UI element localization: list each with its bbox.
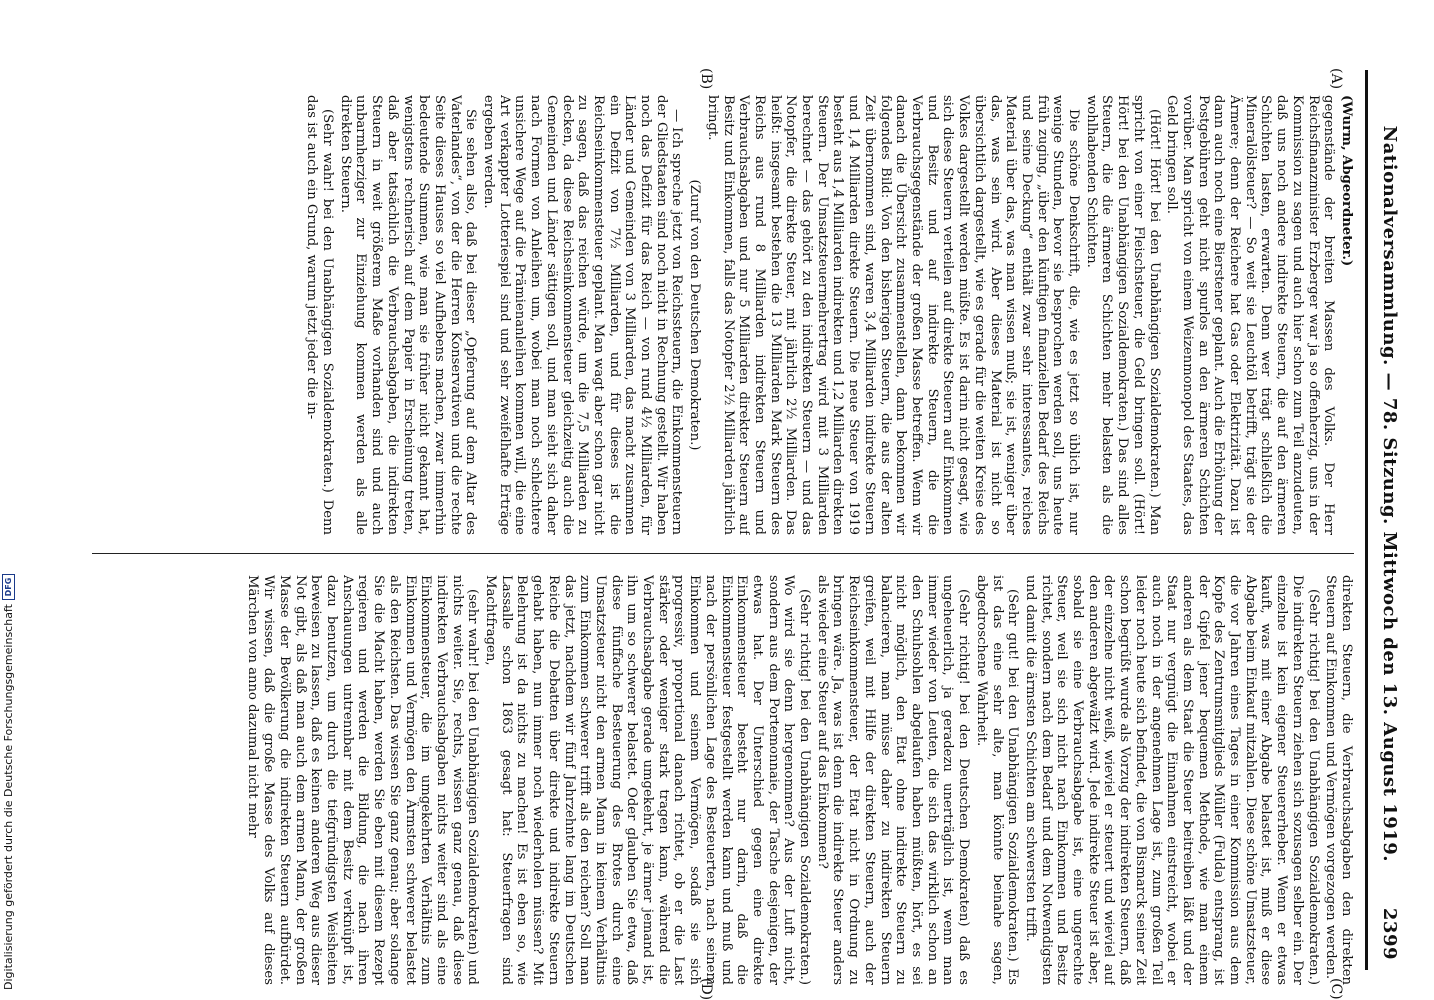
paragraph: (Sehr richtig! bei den Deutschen Demokraten) daß es ungeheuerlich, ja geradezu unerträglich ist, wenn man immer wieder von Leuten, die sich das wirklich schon an den Schuhsohlen abgelaufen haben müßten, hört, es sei nicht möglich, den Etat ohne indirekte Steuern zu balancieren, man müsse daher zu indirekten Steuern greifen, weil mit Hilfe der direkten Steuern, auch der Reichseinkommensteuer, der Etat nicht in Ordnung zu bringen wäre. Ja, was ist denn die indirekte Steuer anders als wieder eine Steuer auf das Einkommen? [814,575,972,985]
margin-mark-d: (D) [698,978,714,1000]
paragraph: (sehr wahr! bei den Unabhängigen Sozialdemokraten) und nichts weiter. Sie, rechts, wissen ganz genau, daß diese indirekten Verbrauchsabgaben nichts weiter sind als eine Einkommensteuer, die im umgekehrten Verhältnis zum Einkommen und Vermögen den Ärmsten schwerer belastet als den Reichsten. Das wissen Sie ganz genau; aber solange Sie die Macht haben, werden Sie eben mit diesem Rezept regieren und werden die Bildung, die nach ihren Anschauungen untrennbar mit dem Besitz verknüpft ist, dazu benutzen, um durch die tiefgründigsten Weisheiten beweisen zu lassen, daß es keinen anderen Weg aus dieser Not gibt, als daß man auch dem armen Mann, der großen Masse der Bevölkerung die indirekten Steuern aufbürdet. Wir wissen, daß die große Masse des Volks auf dieses Märchen von anno dazumal nicht mehr [245,575,481,985]
paragraph: direkten Steuern, die Verbrauchsabgaben den direkten Steuern auf Einkommen und Vermögen vorgezogen werden. [1323,575,1354,985]
page-number: 2399 [1379,907,1401,960]
interjection: (Zuruf von den Deutschen Demokraten.) [687,179,703,451]
speaker-line: (Wurm, Abgeordneter.) [1339,95,1354,267]
digitization-note: Digitalisierung gefördert durch die Deutsche Forschungsgemeinschaft [2,604,15,990]
paragraph: (Sehr richtig! bei den Unabhängigen Sozialdemokraten.) Wo wird sie denn hergenommen? Aus der Luft nicht, sondern aus dem Portemonnaie, der Tasche desjenigen, der etwas hat. Der Unterschied gegen eine direkte Einkommensteuer besteht nur darin, daß die Einkommensteuer festgestellt werden kann und muß und nach der persönlichen Lage des Besteuerten, nach seinem Einkommen und seinem Vermögen, sodaß sie sich progressiv, proportional danach richtet, ob er die Last stärker oder weniger stark tragen kann, während die Verbrauchsabgabe gerade umgekehrt, je ärmer jemand ist, ihn um so schwerer belastet. Oder glauben Sie etwa, daß diese fünffache Besteuerung des Brotes durch eine Umsatzsteuer nicht den armen Mann in keinem Verhältnis zum Einkommen schwerer trifft als den reichen? Soll man das jetzt, nachdem wir fünf Jahrzehnte lang im Deutschen Reiche die Debatten über direkte und indirekte Steuern gehabt haben, nun immer noch wiederholen müssen? Mit Belehrung ist da nichts zu machen! Es ist eben so, wie Lassalle schon 1863 gesagt hat: Steuerfragen sind Machtfragen, [483,575,813,985]
digitization-footer [2,574,15,990]
margin-mark-c: (C) [1328,978,1344,1000]
dfg-logo-icon: DFG [2,574,15,600]
paragraph: Sie sehen also, daß bei dieser „Opferung auf dem Altar des Vaterlandes“, von der die Herren Konservativen und die rechte Seite dieses Hauses so viel Aufhebens machen, zwar immerhin bedeutende Summen, wie man sie früher nicht gekannt hat, wenigstens rechnerisch auf dem Papier in Erscheinung treten, daß aber tatsächlich die Verbrauchsabgaben, die indirekten Steuern in weit größerem Maße vorhanden sind und auch unbarmherziger zur Einziehung kommen werden als alle direkten Steuern. [337,95,479,535]
paragraph: (Hört! Hört! bei den Unabhängigen Sozialdemokraten.) Man spricht von einer Fleischsteuer, die Geld bringen soll. (Hört! Hört! bei den Unabhängigen Sozialdemokraten.) Das sind alles Steuern, die die ärmeren Schichten mehr belasten als die wohlhabenden Schichten. [1083,95,1162,535]
page-header [1370,80,1410,960]
header-rule [1365,70,1368,970]
header-title: Nationalversammlung. — 78. Sitzung. Mittwoch den 13. August 1919. [1379,125,1401,863]
margin-mark-b: (B) [698,68,714,90]
paragraph: Die schöne Denkschrift, die, wie es jetzt so üblich ist, nur wenige Stunden, bevor sie besprochen werden soll, uns heute früh zuging, „über den künftigen finanziellen Bedarf des Reichs und seine Deckung“ enthält zwar sehr interessantes, reiches Material über das, was man wissen muß; sie ist, weniger über das, was sein wird. Aber dieses Material ist nicht so übersichtlich dargestellt, wie es gerade für die weiten Kreise des Volkes dargestellt werden müßte. Es ist darin nicht gesagt, wie sich diese Steuern verteilen auf direkte Steuern auf Einkommen und Besitz und auf indirekte Steuern, die die Verbrauchsgegenstände der großen Masse betreffen. Wenn wir danach die Übersicht zusammenstellen, dann bekommen wir folgendes Bild: Von den bisherigen Steuern, die aus der alten Zeit übernommen sind, waren 3,4 Milliarden indirekte Steuern und 1,4 Milliarden direkte Steuern. Die neue Steuer von 1919 besteht aus 1,4 Milliarden indirekten und 1,2 Milliarden direkten Steuern. Der Umsatzsteuermehrertrag wird mit 3 Milliarden berechnet — das gehört zu den indirekten Steuern — und das Notopfer, die direkte Steuer, mit jährlich 2½ Milliarden. Das heißt: insgesamt bestehen die 13 Milliarden Mark Steuern des Reichs aus rund 8 Milliarden indirekten Steuern und Verbrauchsabgaben und nur 5 Milliarden direkter Steuern auf Besitz und Einkommen, falls das Notopfer 2½ Milliarden jährlich bringt. [704,95,1082,535]
left-text-column [92,95,1354,535]
paragraph: (Sehr wahr! bei den Unabhängigen Sozialdemokraten.) Denn das ist auch ein Grund, warum jetzt jeder die in- [304,95,335,535]
margin-mark-a: (A) [1328,68,1344,90]
paragraph: — Ich spreche jetzt von Reichssteuern, die Einkommensteuern der Gliedstaaten sind noch nicht in Rechnung gestellt. Wir haben noch das Defizit für das Reich — von rund 4½ Milliarden, für Länder und Gemeinden von 3 Milliarden, das macht zusammen ein Defizit von 7½ Milliarden, und für dieses ist die Reichseinkommensteuer geplant. Man wagt aber schon gar nicht zu sagen, daß das reichen würde, um die 7,5 Milliarden zu decken, da diese Reichseinkommensteuer gleichzeitig auch die Gemeinden und Länder sättigen soll, und man sieht sich daher nach Formen von Anleihen um, wobei man noch schlechtere unsichere Wege auf die Prämienanleihen kommen will, die eine Art verkappter Lotteriespiel sind und sehr zweifelhafte Erträge ergeben werden. [481,95,685,535]
right-text-column [92,575,1354,985]
paragraph: gegenstände der breiten Massen des Volks. Der Herr Reichsfinanzminister Erzberger war ja so offenherzig, uns in der Kommission zu sagen und auch hier schon zum Teil anzudeuten, daß uns noch andere indirekte Steuern, die auf den ärmeren Schichten lasten, erwarten. Denn wer trägt schließlich die Mineralölsteuer? — So weit sie Leuchtöl betrifft, trägt sie der Ärmere; denn der Reichere hat Gas oder Elektrizität. Dazu ist dann auch noch eine Bierstener geplant. Auch die Erhöhung der Postgebühren geht nicht spurlos an den ärmeren Schichten vorüber. Man spricht von einem Weizenmonopol des Staates, das Geld bringen soll. [1164,95,1337,535]
column-divider [92,553,1354,554]
paragraph: (Sehr gut! bei den Unabhängigen Sozialdemokraten.) Es ist das eine sehr alte, man könnte beinahe sagen, abgedroschene Wahrheit. [973,575,1021,985]
paragraph: (Sehr richtig! bei den Unabhängigen Sozialdemokraten.) Die indirekten Steuern ziehen sich sozusagen selber ein. Der einzelne ist kein eigener Steuererheber. Wenn er etwas kauft, was mit einer Abgabe belastet ist, muß er diese Abgabe beim Einkauf mitzahlen. Diese schöne Umsatzsteuer, die vor Jahren eines Tages in einer Kommission aus dem Kopfe des Zentrumsmitglieds Müller (Fulda) entsprang, ist der Gipfel jener bequemen Methode, wie man einem anderen als dem Staat die Steuer beitreiben läßt und der Staat nur vergnügt die Einnahmen einstreicht, wobei er auch noch in der angenehmen Lage ist, zum großen Teil leider noch heute sich befindet, die von Bismarck seiner Zeit schon begrüßt wurde als Vorzug der indirekten Steuern, daß der einzelne nicht weiß, wieviel er steuert und wieviel auf den anderen abgewälzt wird. Jede indirekte Steuer ist aber, sobald sie eine Verbrauchsabgabe ist, eine ungerechte Steuer, weil sie sich nicht nach Einkommen und Besitz richtet, sondern nach dem Bedarf und dem Notwendigsten und damit die ärmsten Schichten am schwersten trifft. [1022,575,1321,985]
